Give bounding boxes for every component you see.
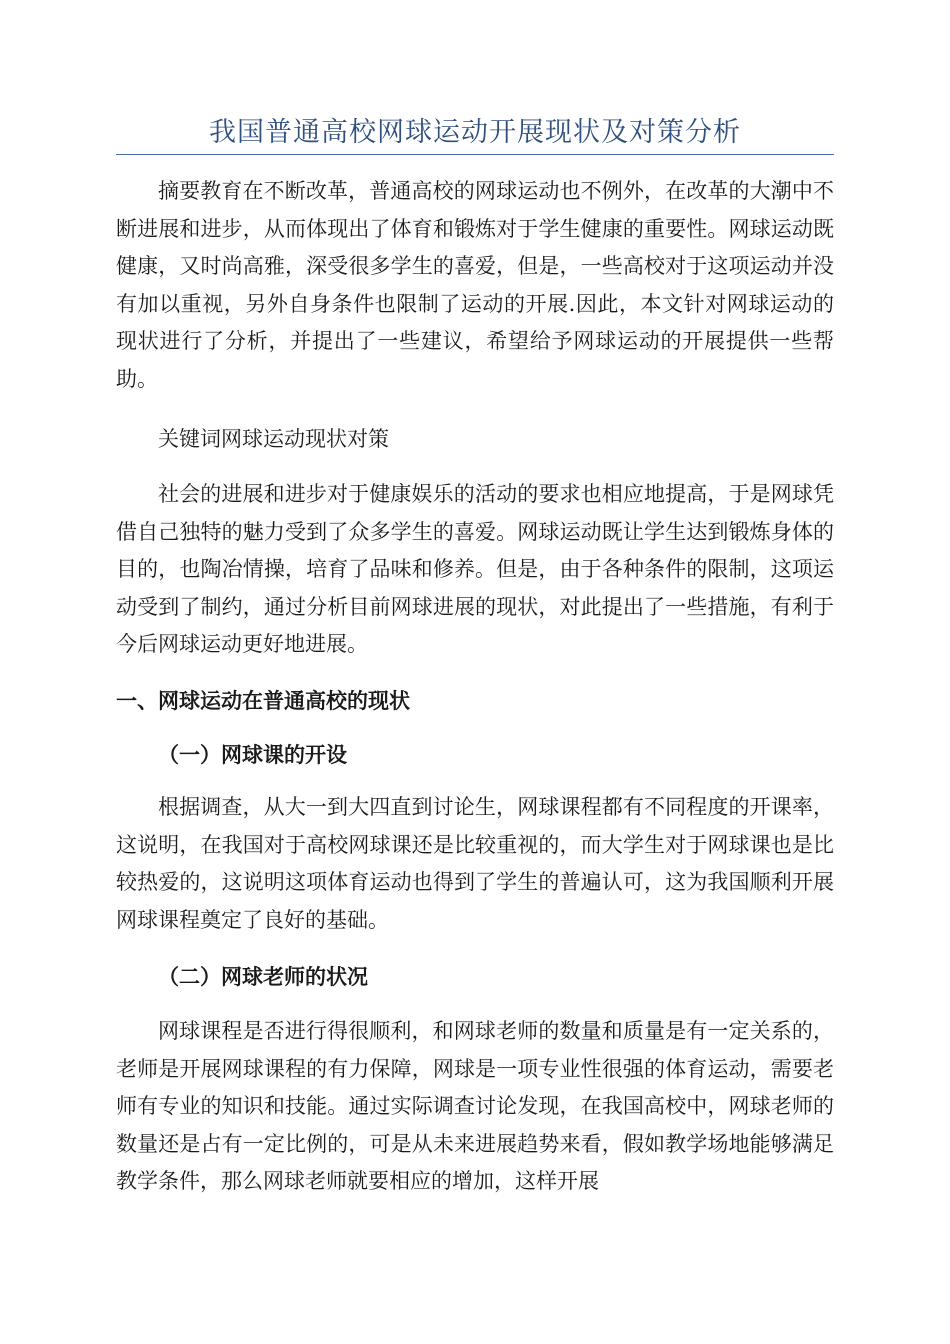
subsection-1-heading: （一）网球课的开设 <box>158 742 347 767</box>
subsection-1-body: 根据调查，从大一到大四直到讨论生，网球课程都有不同程度的开课率，这说明，在我国对于高校网球课还是比较重视的，而大学生对于网球课也是比较热爱的，这说明这项体育运动也得到了学生的普遍认可，这为我国顺利开展网球课程奠定了良好的基础。 <box>116 795 834 932</box>
subsection-2-heading: （二）网球老师的状况 <box>158 964 368 989</box>
intro-paragraph: 社会的进展和进步对于健康娱乐的活动的要求也相应地提高，于是网球凭借自己独特的魅力受到了众多学生的喜爱。网球运动既让学生达到锻炼身体的目的，也陶冶情操，培育了品味和修养。但是，由于各种条件的限制，这项运动受到了制约，通过分析目前网球进展的现状，对此提出了一些措施，有利于今后网球运动更好地进展。 <box>116 482 834 656</box>
section-1-heading: 一、网球运动在普通高校的现状 <box>116 688 410 713</box>
title-underline <box>116 154 834 155</box>
keywords-line: 关键词网球运动现状对策 <box>158 427 389 451</box>
abstract-paragraph: 摘要教育在不断改革，普通高校的网球运动也不例外，在改革的大潮中不断进展和进步，从而体现出了体育和锻炼对于学生健康的重要性。网球运动既健康，又时尚高雅，深受很多学生的喜爱，但是，一些高校对于这项运动并没有加以重视，另外自身条件也限制了运动的开展.因此，本文针对网球运动的现状进行了分析，并提出了一些建议，希望给予网球运动的开展提供一些帮助。 <box>116 179 834 391</box>
subsection-2-body: 网球课程是否进行得很顺利，和网球老师的数量和质量是有一定关系的，老师是开展网球课程的有力保障，网球是一项专业性很强的体育运动，需要老师有专业的知识和技能。通过实际调查讨论发现，在我国高校中，网球老师的数量还是占有一定比例的，可是从未来进展趋势来看，假如教学场地能够满足教学条件，那么网球老师就要相应的增加，这样开展 <box>116 1019 834 1193</box>
document-title: 我国普通高校网球运动开展现状及对策分析 <box>209 117 741 148</box>
